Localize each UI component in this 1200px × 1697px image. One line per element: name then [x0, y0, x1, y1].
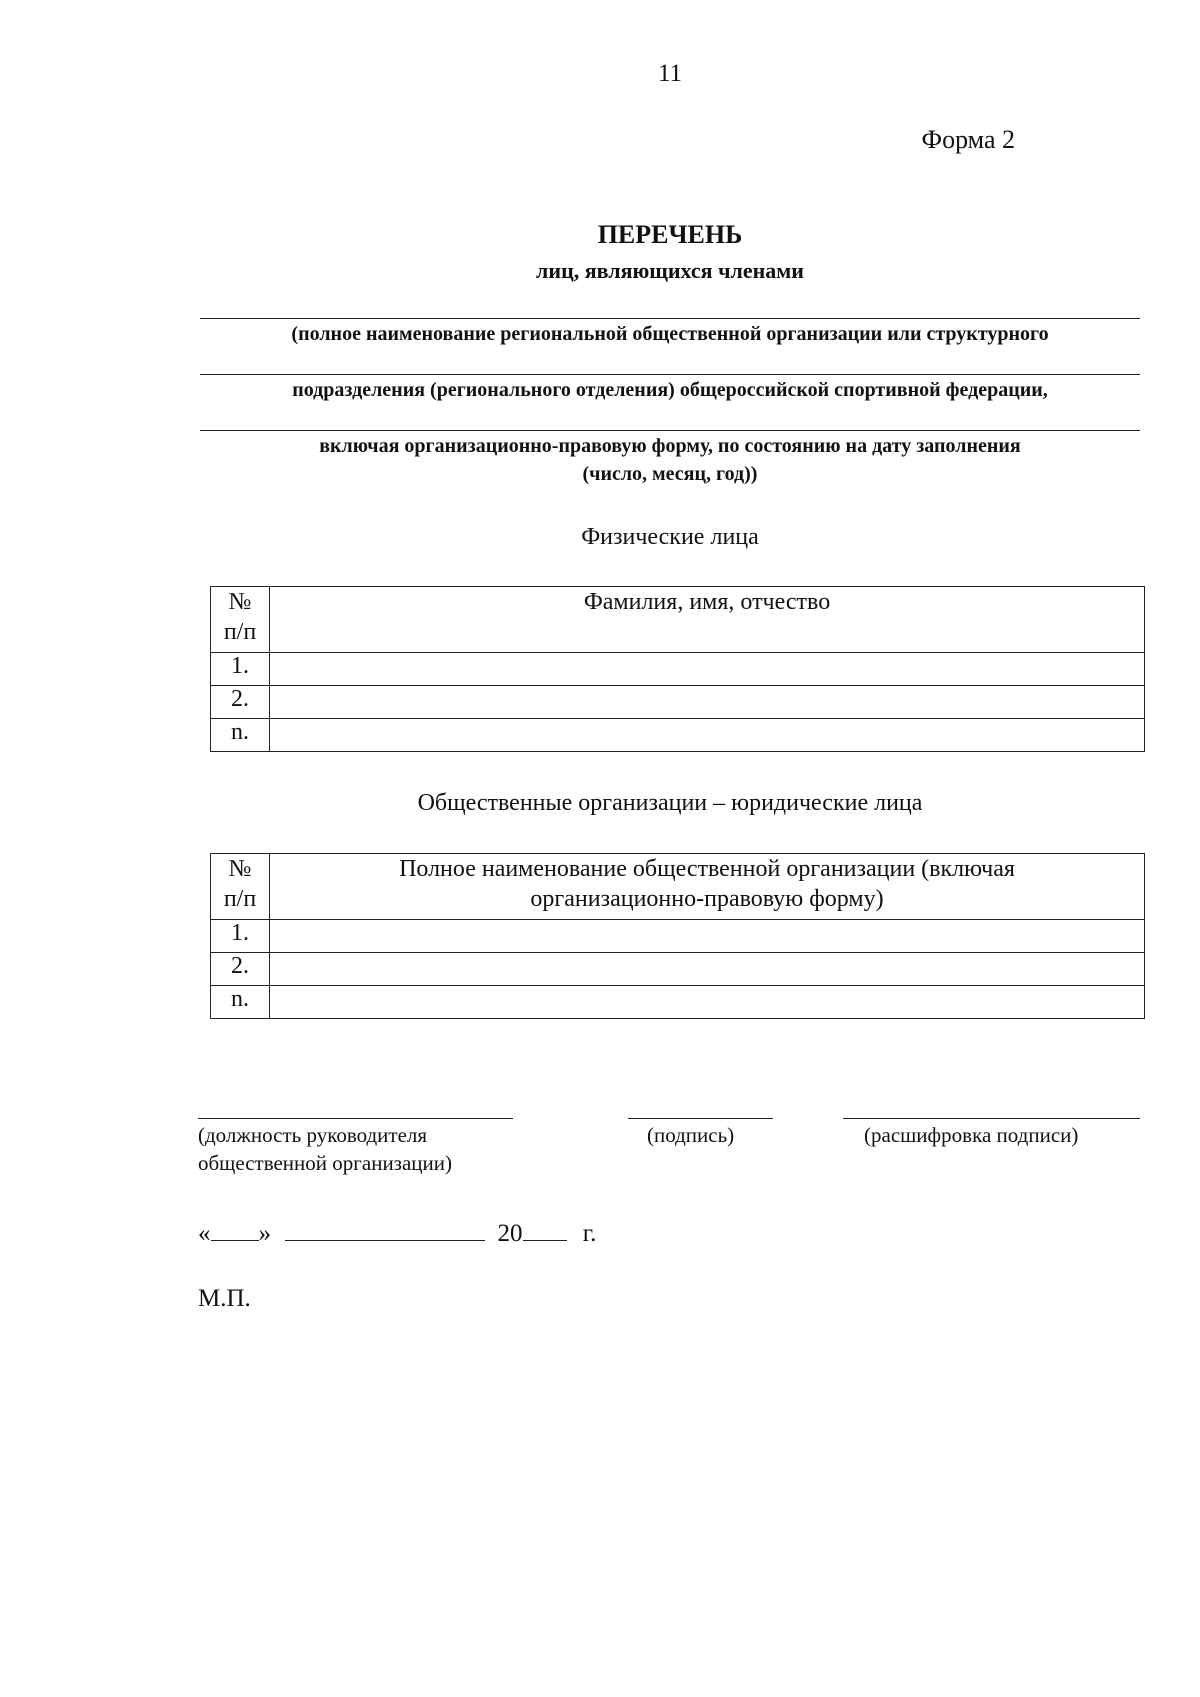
name-cell[interactable] — [270, 719, 1145, 752]
table-row — [211, 986, 1145, 1019]
name-cell[interactable] — [270, 653, 1145, 686]
decoding-caption: (расшифровка подписи) — [864, 1123, 1079, 1147]
close-quote: » — [258, 1220, 271, 1247]
org-description-line-1: (полное наименование региональной общественной организации или структурного — [291, 323, 1049, 345]
open-quote: « — [198, 1220, 211, 1247]
month-field[interactable] — [285, 1218, 485, 1241]
col-name-header — [270, 854, 1145, 920]
col-num-header — [211, 587, 270, 653]
row-number: 2. — [211, 686, 270, 719]
col-name-label-line-2: организационно-правовую форму) — [530, 886, 884, 912]
document-title: ПЕРЕЧЕНЬ — [597, 220, 743, 249]
org-name-cell[interactable] — [270, 986, 1145, 1019]
position-caption-line-2: общественной организации) — [198, 1151, 453, 1175]
year-prefix: 20 — [497, 1220, 523, 1247]
year-field[interactable] — [523, 1218, 567, 1241]
document-subtitle: лиц, являющихся членами — [536, 258, 804, 283]
col-num-abbr: п/п — [223, 619, 257, 645]
row-number: 1. — [211, 653, 270, 686]
col-num-header — [211, 854, 270, 920]
fill-line-3[interactable] — [200, 430, 1140, 431]
row-number: n. — [211, 986, 270, 1019]
col-num-symbol: № — [228, 589, 252, 615]
signature-caption: (подпись) — [647, 1123, 735, 1147]
org-description-line-2: подразделения (регионального отделения) общероссийской спортивной федерации, — [292, 379, 1048, 401]
table-header-row — [211, 854, 1145, 920]
table-row — [211, 953, 1145, 986]
table-header-row — [211, 587, 1145, 653]
col-name-header — [270, 587, 1145, 653]
table-row — [211, 653, 1145, 686]
fill-line-2[interactable] — [200, 374, 1140, 375]
individuals-table — [210, 586, 1145, 752]
position-caption — [198, 1121, 452, 1177]
org-name-cell[interactable] — [270, 920, 1145, 953]
signature-line[interactable] — [628, 1118, 773, 1119]
table-row — [211, 686, 1145, 719]
row-number: n. — [211, 719, 270, 752]
row-number: 2. — [211, 953, 270, 986]
col-num-symbol: № — [228, 856, 252, 882]
organizations-heading: Общественные организации – юридические лица — [417, 790, 923, 816]
day-field[interactable] — [211, 1218, 259, 1241]
table-row — [211, 719, 1145, 752]
page-number: 11 — [657, 60, 683, 87]
form-label: Форма 2 — [921, 125, 1015, 154]
organizations-table — [210, 853, 1145, 1019]
position-caption-line-1: (должность руководителя — [198, 1123, 428, 1147]
org-description-line-3: включая организационно-правовую форму, по состоянию на дату заполнения — [319, 435, 1021, 457]
col-num-abbr: п/п — [223, 886, 257, 912]
name-cell[interactable] — [270, 686, 1145, 719]
decoding-signature-line[interactable] — [843, 1118, 1140, 1119]
row-number: 1. — [211, 920, 270, 953]
individuals-heading: Физические лица — [581, 524, 759, 550]
table-row — [211, 920, 1145, 953]
org-name-cell[interactable] — [270, 953, 1145, 986]
col-name-label-line-1: Полное наименование общественной организации (включая — [399, 856, 1015, 882]
year-suffix: г. — [582, 1220, 597, 1247]
org-description-line-4: (число, месяц, год)) — [582, 463, 758, 485]
position-signature-line[interactable] — [198, 1118, 513, 1119]
fill-line-1[interactable] — [200, 318, 1140, 319]
stamp-label: М.П. — [198, 1285, 251, 1312]
date-row — [198, 1218, 596, 1248]
col-name-label: Фамилия, имя, отчество — [583, 589, 831, 615]
